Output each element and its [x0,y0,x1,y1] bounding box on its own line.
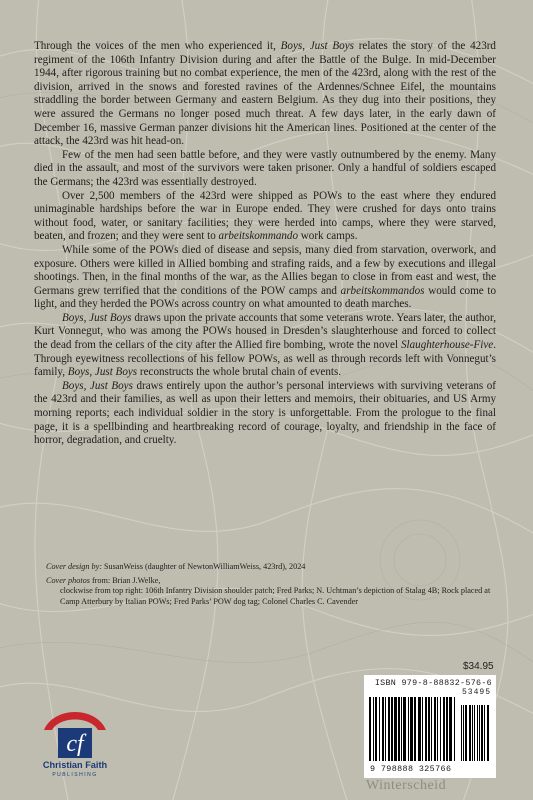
cover-design-value: SusanWeiss (daughter of NewtonWilliamWeiss, 423rd), 2024 [101,562,306,571]
blurb-paragraph: Few of the men had seen battle before, and they were vastly outnumbered by the enemy. Many died in the assault, and most of the survivors were taken prisoner. Only a handful of soldiers escaped the Germans; the 423rd was essentially destroyed. [34,148,496,188]
publisher-mark: cf [66,731,84,757]
blurb-paragraph: Through the voices of the men who experienced it, Boys, Just Boys relates the story of the 423rd regiment of the 106th Infantry Division during and after the Battle of the Bulge. In mid-December 1944, after rigorous training but no combat experience, the men of the 423rd, along with the rest of the division, arrived in the snows and forested ravines of the Ardennes/Schnee Eifel, the mountains straddling the border between Germany and eastern Belgium. As they dug into their positions, they were assured the Germans no longer posed much threat. A few days later, in the early dawn of December 16, massive German panzer divisions hit the American lines. Positioned at the center of the attack, the 423rd was hit head-on. [34,40,496,148]
italic-title: Boys, Just Boys [280,40,354,52]
italic-title: Boys, Just Boys [62,379,133,392]
italic-title: Boys, Just Boys [62,311,132,324]
publisher-name: Christian Faith [42,760,108,770]
cover-photos-credit [46,576,500,607]
blurb-paragraph: Boys, Just Boys draws upon the private accounts that some veterans wrote. Years later, the author, Kurt Vonnegut, who was among the POWs housed in Dresden’s slaughterhouse and forced to collect the dead from the cellars of the city after the Allied fire bombing, wrote the novel Slaughterhouse-Five. Through eyewitness recollections of his fellow POWs, as well as through records left with Vonnegut’s family, Boys, Just Boys reconstructs the whole brutal chain of events. [34,311,496,379]
barcode-bars [369,697,491,763]
ean-number: 9 798888 325766 [370,764,452,774]
blurb-paragraph: Boys, Just Boys draws entirely upon the author’s personal interviews with surviving veterans of the 423rd and their families, as well as upon their letters and memoirs, their obituaries, and US Army morning reports; each individual soldier in the story is unforgettable. From the prologue to the final page, it is a spellbinding and heartbreaking record of courage, loyalty, and friendship in the face of horror, degradation, and cruelty. [34,379,496,447]
italic-title: Boys, Just Boys [67,366,138,379]
cover-photos-detail: clockwise from top right: 106th Infantry Division shoulder patch; Fred Parks; N. Uchtman’s depiction of Stalag 4B; Rock placed at Camp Atterbury by Italian POWs; Fred Parks’ POW dog tag; Colonel Charles C. Cavender [60,586,491,606]
blurb-paragraph: Over 2,500 members of the 423rd were shipped as POWs to the east where they endured unimaginable hardships before the war in Europe ended. They were crushed for days onto trains without food, water, or sanitary facilities; they were herded into camps, where they were starved, beaten, and frozen; and they were sent to arbeitskommando work camps. [34,189,496,243]
barcode-addon-number: 53495 [461,688,491,697]
italic-title: Slaughterhouse-Five [400,339,494,352]
cover-credits [46,562,500,611]
isbn-text: ISBN 979-8-88832-576-6 [374,678,492,688]
italic-title: arbeitskommandos [340,284,425,297]
blurb-paragraph: While some of the POWs died of disease and sepsis, many died from starvation, overwork, and exposure. Others were killed in Allied bombing and strafing raids, and a few by executions and illegal shootings. Then, in the final months of the war, as the Allies began to close in from east and west, the Germans grew terrified that the conditions of the POW camps and arbeitskommandos would come to light, and they herded the POWs across country on what amounted to death marches. [34,243,496,311]
publisher-emblem-icon [32,700,118,760]
cover-photos-value: from: Brian J.Welke, [89,576,161,586]
italic-title: arbeitskommando [218,230,299,243]
cover-photos-label: Cover photos [46,576,90,586]
back-cover-blurb [34,40,496,448]
publisher-logo [32,700,118,782]
cover-design-label: Cover design by: [46,562,102,571]
isbn-barcode [364,675,496,778]
price-label: $34.95 [463,661,494,672]
publisher-subtitle: PUBLISHING [52,772,98,778]
cover-design-credit [46,562,500,572]
map-place-label: Winterscheid [366,778,447,793]
